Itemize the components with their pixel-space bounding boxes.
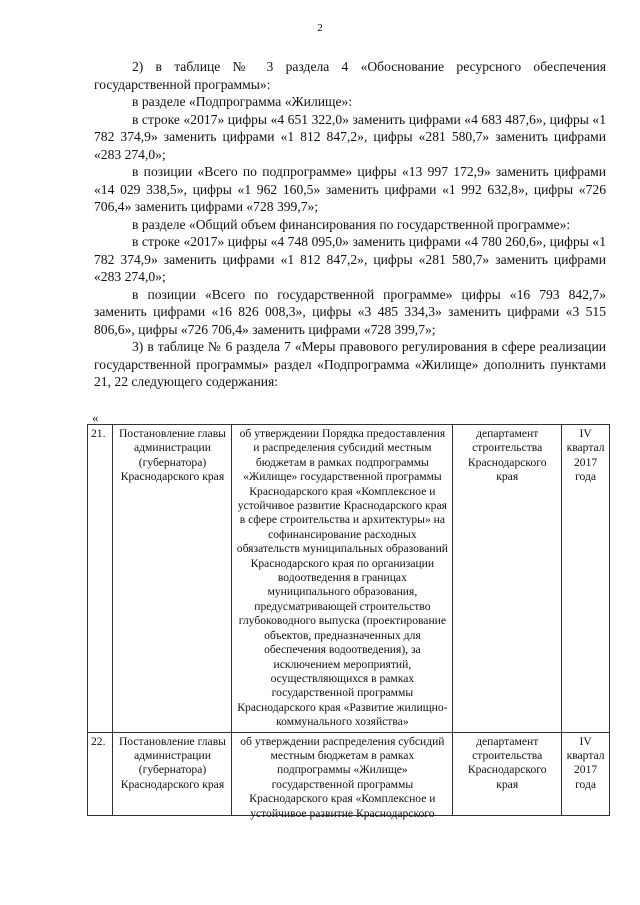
paragraph-6: в строке «2017» цифры «4 748 095,0» заменить цифрами «4 780 260,6», цифры «1 782 374,9» заменить цифрами «1 812 847,2», цифры «281 580,7» заменить цифрами «283 274,0»; [94,234,606,284]
document-description: об утверждении Порядка предоставления и распределения субсидий местным бюджетам в рамках подпрограммы «Жилище» государственной программы Краснодарского края «Комплексное и устойчивое развитие Краснодарского края в сфере строительства и архитектуры» на софинансирование расходных обязательств муниципальных образований Краснодарского края по организации водоотведения в границах муниципального образования, предусматривающей строительство глубоководного выпуска (проектирование объектов, предназначенных для обеспечения водоотведения), за исключением мероприятий, осуществляющихся в рамках государственной программы Краснодарского края «Развитие жилищно-коммунального хозяйства» [232,425,453,733]
paragraph-7: в позиции «Всего по государственной программе» цифры «16 793 842,7» заменить цифрами «16 826 008,3», цифры «3 485 334,3» заменить цифрами «3 515 806,6», цифры «726 706,4» заменить цифрами «728 399,7»; [94,286,606,337]
document-body [94,58,606,391]
paragraph-4: в позиции «Всего по подпрограмме» цифры «13 997 172,9» заменить цифрами «14 029 338,5», цифры «1 962 160,5» заменить цифрами «1 992 632,8», цифры «726 706,4» заменить цифрами «728 399,7»; [94,164,606,214]
legal-measures-table [87,424,610,820]
paragraph-3: в строке «2017» цифры «4 651 322,0» заменить цифрами «4 683 487,6», цифры «1 782 374,9» заменить цифрами «1 812 847,2», цифры «281 580,7» заменить цифрами «283 274,0»; [94,111,606,162]
opening-quote-mark: « [92,410,99,425]
page-number: 2 [317,22,323,34]
document-type: Постановление главы администрации (губернатора) Краснодарского края [113,425,232,733]
adoption-term: IV квартал 2017 года [562,425,610,733]
document-type: Постановление главы администрации (губернатора) Краснодарского края [113,732,232,815]
table-row [88,732,610,815]
document-description: об утверждении распределения субсидий местным бюджетам в рамках подпрограммы «Жилище» государственной программы Краснодарского края «Комплексное и устойчивое развитие Краснодарского [240,734,445,820]
paragraph-5: в разделе «Общий объем финансирования по государственной программе»: [132,216,571,232]
paragraph-1: 2) в таблице № 3 раздела 4 «Обоснование ресурсного обеспечения государственной программы»: [94,59,606,92]
adoption-term: IV квартал 2017 года [562,732,610,815]
paragraph-2: в разделе «Подпрограмма «Жилище»: [132,94,353,109]
paragraph-8: 3) в таблице № 6 раздела 7 «Меры правового регулирования в сфере реализации государственной программы» раздел «Подпрограмма «Жилище» дополнить пунктами 21, 22 следующего содержания: [94,339,606,389]
row-number: 21. [88,425,113,733]
row-number: 22. [88,732,113,815]
table-row [88,425,610,733]
responsible-department: департамент строительства Краснодарского края [453,425,562,733]
document-description-container [232,732,453,820]
responsible-department: департамент строительства Краснодарского края [453,732,562,815]
